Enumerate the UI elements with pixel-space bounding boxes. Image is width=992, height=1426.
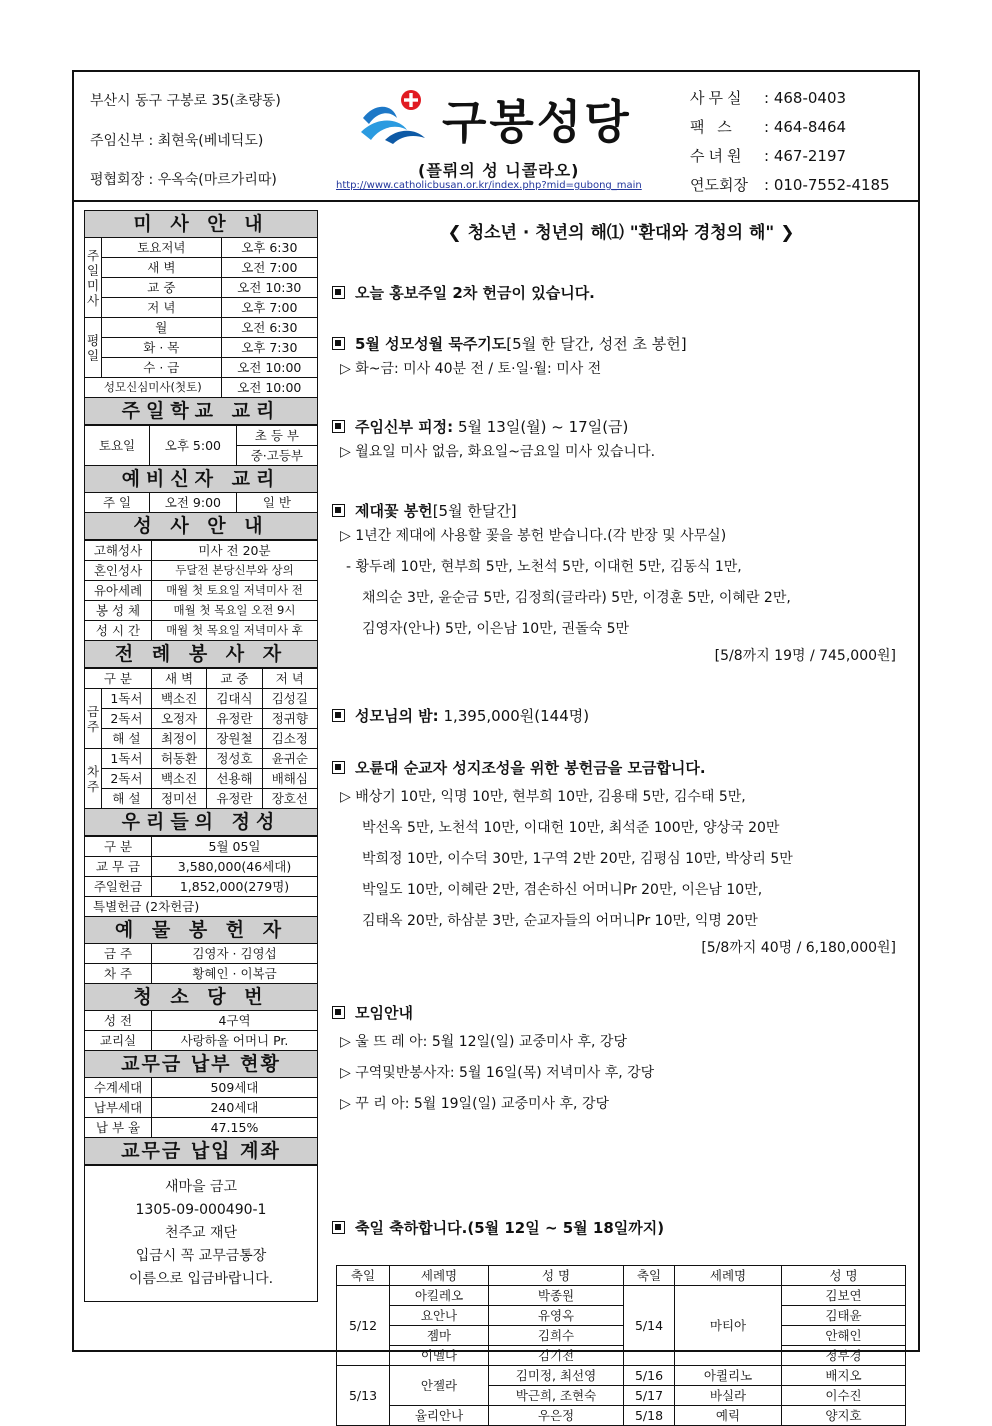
- notice-line: 박일도 10만, 이혜란 2만, 겸손하신 어머니Pr 20만, 이은남 10만,: [362, 882, 763, 898]
- feast-person: 김희수: [489, 1326, 624, 1346]
- square-bullet-icon: [332, 709, 345, 722]
- mass-name: 수 · 금: [102, 358, 222, 378]
- feast-saint: 율리안나: [390, 1406, 489, 1426]
- offering-label: 구 분: [85, 837, 152, 857]
- cleaning-value: 사랑하올 어머니 Pr.: [152, 1031, 318, 1051]
- server-name: 유정란: [207, 789, 262, 809]
- feast-saint: 젬마: [390, 1326, 489, 1346]
- server-name: 유정란: [207, 709, 262, 729]
- server-role: 1독서: [102, 749, 152, 769]
- right-column: [332, 210, 910, 1423]
- notice-promo-sunday: 오늘 홍보주일 2차 헌금이 있습니다.: [332, 282, 910, 303]
- notice-altar-flowers: 제대꽃 봉헌[5월 한달간] ▷ 1년간 제대에 사용할 꽃을 봉헌 받습니다.(각 반장 및 사무실) - 황두례 10만, 현부희 5만, 노천석 5만, 이대헌 5만, 김동식 1만, 채의순 3만, 윤순금 5만, 김정희(글라라) 5만, 이경훈 5만, 이혜란 2만, 김영자(안나) 5만, 이은남 10만, 권돌숙 5만 [5/8까지 19명 / 745,000원]: [332, 500, 910, 665]
- feast-date: 5/18: [624, 1406, 675, 1426]
- server-name: 장호선: [262, 789, 317, 809]
- notice-feast: 축일 축하합니다.(5월 12일 ~ 5월 18일까지): [332, 1217, 910, 1238]
- offering-value: 1,852,000(279명): [152, 877, 318, 897]
- notice-line: ▷ 울 뜨 레 아: 5월 12일(일) 교중미사 후, 강당: [340, 1034, 627, 1050]
- feast-person: 김기전: [489, 1346, 624, 1366]
- mass-name: 성모신심미사(첫토): [85, 378, 222, 398]
- offering-value: 5월 05일: [152, 837, 318, 857]
- notice-meetings: 모임안내 ▷ 울 뜨 레 아: 5월 12일(일) 교중미사 후, 강당 ▷ 구역및반봉사자: 5월 16일(목) 저녁미사 후, 강당 ▷ 꾸 리 아: 5월 19일(일) 교중미사 후, 강당: [332, 1002, 910, 1120]
- notice-line: 박희정 10만, 이수덕 30만, 1구역 2반 20만, 김평심 10만, 박상리 5만: [362, 851, 793, 867]
- cleaning-value: 4구역: [152, 1011, 318, 1031]
- notice-line: - 황두례 10만, 현부희 5만, 노천석 5만, 이대헌 5만, 김동식 1만,: [346, 559, 742, 575]
- contact-list: [690, 84, 890, 200]
- cleaning-title: 청 소 당 번: [85, 984, 318, 1011]
- feast-person: 김태윤: [782, 1306, 906, 1326]
- sacrament-name: 고해성사: [85, 541, 152, 561]
- server-name: 김대식: [207, 689, 262, 709]
- gift-label: 차 주: [85, 964, 152, 984]
- feast-table: [336, 1265, 906, 1426]
- notice-line: ▷ 배상기 10만, 익명 10만, 현부희 10만, 김용태 5만, 김수태 5만,: [340, 789, 746, 805]
- account-note: 입금시 꼭 교무금통장: [135, 1248, 267, 1264]
- feast-date: 5/13: [337, 1366, 390, 1426]
- feast-saint: 아킬레오: [390, 1286, 489, 1306]
- square-bullet-icon: [332, 286, 345, 299]
- feast-date: 5/12: [337, 1286, 390, 1366]
- website-link[interactable]: http://www.catholicbusan.or.kr/index.php?mid=gubong_main: [336, 180, 642, 191]
- feast-header: 세례명: [390, 1266, 489, 1286]
- feast-date: 5/16: [624, 1366, 675, 1386]
- sacrament-name: 봉 성 체: [85, 601, 152, 621]
- server-name: 정귀향: [262, 709, 317, 729]
- servers-header: 저 녁: [262, 669, 317, 689]
- server-name: 최정이: [151, 729, 206, 749]
- server-name: 김성길: [262, 689, 317, 709]
- feast-header: 성 명: [489, 1266, 624, 1286]
- mass-time: 오전 10:30: [221, 278, 317, 298]
- dues-value: 47.15%: [152, 1118, 318, 1138]
- feast-person: 이수진: [782, 1386, 906, 1406]
- sunday-school-title: 주일학교 교리: [85, 398, 318, 425]
- bulletin-page: [72, 70, 920, 1423]
- cleaning-label: 교리실: [85, 1031, 152, 1051]
- servers-header: 교 중: [207, 669, 262, 689]
- account-table: [84, 1165, 318, 1302]
- contact-fax: 팩 스 : 464-8464: [690, 118, 847, 136]
- mass-name: 저 녁: [102, 298, 222, 318]
- sacrament-desc: 두달전 본당신부와 상의: [152, 561, 318, 581]
- feast-header: 세례명: [675, 1266, 782, 1286]
- dues-label: 납부세대: [85, 1098, 152, 1118]
- notice-line: ▷ 1년간 제대에 사용할 꽃을 봉헌 받습니다.(각 반장 및 사무실): [340, 528, 727, 544]
- sacraments-title: 성 사 안 내: [85, 513, 318, 540]
- mass-time: 오후 6:30: [221, 238, 317, 258]
- sacrament-desc: 매월 첫 목요일 오전 9시: [152, 601, 318, 621]
- square-bullet-icon: [332, 1006, 345, 1019]
- mass-time: 오전 7:00: [221, 258, 317, 278]
- notice-total: [5/8까지 40명 / 6,180,000원]: [701, 940, 896, 956]
- sunday-school-table: [84, 425, 318, 540]
- sacrament-desc: 매월 첫 목요일 저녁미사 후: [152, 621, 318, 641]
- weekday-mass-label: 평일: [85, 318, 102, 378]
- feast-date: 5/14: [624, 1286, 675, 1366]
- notice-line: 박선옥 5만, 노천석 10만, 이대헌 10만, 최석준 100만, 양상국 20만: [362, 820, 780, 836]
- patron-saint: (플뤼의 성 니콜라오): [418, 161, 580, 180]
- server-name: 선용해: [207, 769, 262, 789]
- feast-saint: 바실라: [675, 1386, 782, 1406]
- square-bullet-icon: [332, 1221, 345, 1234]
- servers-title: 전 례 봉 사 자: [85, 641, 318, 668]
- feast-person: 양지호: [782, 1406, 906, 1426]
- sacrament-desc: 미사 전 20분: [152, 541, 318, 561]
- server-role: 해 설: [102, 729, 152, 749]
- notice-line: ▷ 월요일 미사 없음, 화요일~금요일 미사 있습니다.: [340, 444, 656, 460]
- square-bullet-icon: [332, 337, 345, 350]
- feast-person: 박근희, 조현숙: [489, 1386, 624, 1406]
- server-name: 배해심: [262, 769, 317, 789]
- mass-time: 오전 6:30: [221, 318, 317, 338]
- feast-person: 배지오: [782, 1366, 906, 1386]
- mass-name: 교 중: [102, 278, 222, 298]
- feast-saint: 이멜다: [390, 1346, 489, 1366]
- server-name: 허동환: [151, 749, 206, 769]
- mass-time: 오전 10:00: [221, 378, 317, 398]
- feast-saint: 예릭: [675, 1406, 782, 1426]
- sacrament-name: 성 시 간: [85, 621, 152, 641]
- catechumen-time: 오전 9:00: [150, 493, 237, 513]
- gift-value: 황혜인 · 이복금: [152, 964, 318, 984]
- council-president: 평협회장 : 우옥숙(마르가리따): [90, 172, 277, 188]
- offering-value: 3,580,000(46세대): [152, 857, 318, 877]
- feast-person: 김보연: [782, 1286, 906, 1306]
- notice-line: ▷ 화~금: 미사 40분 전 / 토·일·월: 미사 전: [340, 361, 602, 377]
- mass-time: 오후 7:00: [221, 298, 317, 318]
- mass-name: 토요저녁: [102, 238, 222, 258]
- servers-group-label: 금주: [85, 689, 102, 749]
- square-bullet-icon: [332, 761, 345, 774]
- catechumen-group: 일 반: [236, 493, 317, 513]
- notice-total: [5/8까지 19명 / 745,000원]: [714, 648, 896, 664]
- feast-header: 성 명: [782, 1266, 906, 1286]
- account-holder: 천주교 재단: [164, 1225, 238, 1241]
- catechumen-title: 예비신자 교리: [85, 466, 318, 493]
- feast-person: 박종원: [489, 1286, 624, 1306]
- notice-retreat: 주임신부 피정: 5월 13일(월) ~ 17일(금) ▷ 월요일 미사 없음, 화요일~금요일 미사 있습니다.: [332, 416, 910, 468]
- servers-header: 구 분: [85, 669, 152, 689]
- parish-name: 구봉성당: [442, 95, 632, 149]
- feast-person: 안해인: [782, 1326, 906, 1346]
- server-name: 오정자: [151, 709, 206, 729]
- contact-convent: 수녀원 : 467-2197: [690, 147, 847, 165]
- offering-label: 주일헌금: [85, 877, 152, 897]
- mass-time: 오후 7:30: [221, 338, 317, 358]
- server-name: 백소진: [151, 769, 206, 789]
- server-name: 김소정: [262, 729, 317, 749]
- gift-title: 예 물 봉 헌 자: [85, 917, 318, 944]
- dues-label: 수계세대: [85, 1078, 152, 1098]
- sacrament-name: 유아세례: [85, 581, 152, 601]
- feast-saint: 아퀼리노: [675, 1366, 782, 1386]
- notice-line: 김영자(안나) 5만, 이은남 10만, 권돌숙 5만: [362, 621, 630, 637]
- notice-line: 채의순 3만, 윤순금 5만, 김정희(글라라) 5만, 이경훈 5만, 이혜란 2만,: [362, 590, 791, 606]
- feast-saint: 마티아: [675, 1286, 782, 1366]
- dues-label: 납 부 율: [85, 1118, 152, 1138]
- server-role: 1독서: [102, 689, 152, 709]
- gift-label: 금 주: [85, 944, 152, 964]
- feast-saint: 요안나: [390, 1306, 489, 1326]
- mass-name: 화 · 목: [102, 338, 222, 358]
- account-number: 1305-09-000490-1: [135, 1202, 267, 1218]
- server-name: 윤귀순: [262, 749, 317, 769]
- school-day: 토요일: [85, 426, 150, 466]
- sacraments-table: [84, 540, 318, 668]
- contact-office: 사무실 : 468-0403: [690, 89, 847, 107]
- left-column: [84, 210, 318, 1302]
- servers-table: [84, 668, 318, 836]
- special-offering-label: 특별헌금 (2차헌금): [85, 897, 318, 917]
- school-group: 초 등 부: [236, 426, 317, 446]
- server-role: 2독서: [102, 769, 152, 789]
- parish-logo-icon: [359, 88, 429, 144]
- dues-title: 교무금 납부 현황: [85, 1051, 318, 1078]
- square-bullet-icon: [332, 504, 345, 517]
- offering-title: 우리들의 정성: [85, 809, 318, 836]
- sunday-mass-label: 주일미사: [85, 238, 102, 318]
- sacrament-desc: 매월 첫 토요일 저녁미사 전: [152, 581, 318, 601]
- mass-name: 새 벽: [102, 258, 222, 278]
- notice-line: ▷ 꾸 리 아: 5월 19일(일) 교중미사 후, 강당: [340, 1096, 609, 1112]
- feast-person: 유영옥: [489, 1306, 624, 1326]
- feast-saint: 안젤라: [390, 1366, 489, 1406]
- notice-shrine-fund: 오륜대 순교자 성지조성을 위한 봉헌금을 모금합니다. ▷ 배상기 10만, 익명 10만, 현부희 10만, 김용태 5만, 김수태 5만, 박선옥 5만, 노천석 10만, 이대헌 10만, 최석준 100만, 양상국 20만 박희정 10만, 이수덕 30만, 1구역 2반 20만, 김평심 10만, 박상리 5만 박일도 10만, 이혜란 2만, 겸손하신 어머니Pr 20만, 이은남 10만, 김태옥 20만, 하삼분 3만, 순교자들의 어머니Pr 10만, 익명 20만 [5/8까지 40명 / 6,180,000원]: [332, 757, 910, 957]
- feast-date: 5/17: [624, 1386, 675, 1406]
- dues-value: 509세대: [152, 1078, 318, 1098]
- server-name: 정성호: [207, 749, 262, 769]
- mass-schedule-table: [84, 210, 318, 425]
- mass-title: 미 사 안 내: [85, 211, 318, 238]
- notice-line: 김태옥 20만, 하삼분 3만, 순교자들의 어머니Pr 10만, 익명 20만: [362, 913, 758, 929]
- school-time: 오후 5:00: [150, 426, 237, 466]
- header: [74, 72, 918, 202]
- account-info: [85, 1166, 318, 1302]
- cleaning-label: 성 전: [85, 1011, 152, 1031]
- gift-value: 김영자 · 김영섭: [152, 944, 318, 964]
- server-role: 해 설: [102, 789, 152, 809]
- dues-value: 240세대: [152, 1098, 318, 1118]
- server-name: 정미선: [151, 789, 206, 809]
- notice-marian-night: 성모님의 밤: 1,395,000원(144명): [332, 705, 910, 726]
- feast-person: 정부경: [782, 1346, 906, 1366]
- feast-header: 축일: [337, 1266, 390, 1286]
- server-role: 2독서: [102, 709, 152, 729]
- sacrament-name: 혼인성사: [85, 561, 152, 581]
- server-name: 백소진: [151, 689, 206, 709]
- feast-person: 김미정, 최선영: [489, 1366, 624, 1386]
- offering-table: [84, 836, 318, 1165]
- notice-rosary: 5월 성모성월 묵주기도[5월 한 달간, 성전 초 봉헌] ▷ 화~금: 미사 40분 전 / 토·일·월: 미사 전: [332, 333, 910, 385]
- servers-group-label: 차주: [85, 749, 102, 809]
- notice-title: ❮ 청소년 · 청년의 해⑴ "환대와 경청의 해" ❯: [447, 223, 795, 243]
- offering-label: 교 무 금: [85, 857, 152, 877]
- square-bullet-icon: [332, 420, 345, 433]
- pastor-name: 주임신부 : 최현욱(베네딕도): [90, 133, 264, 149]
- account-bank: 새마을 금고: [164, 1179, 238, 1195]
- parish-address: 부산시 동구 구봉로 35(초량동): [90, 93, 281, 109]
- account-title: 교무금 납입 계좌: [85, 1138, 318, 1165]
- notice-line: ▷ 구역및반봉사자: 5월 16일(목) 저녁미사 후, 강당: [340, 1065, 655, 1081]
- mass-name: 월: [102, 318, 222, 338]
- server-name: 장원철: [207, 729, 262, 749]
- catechumen-day: 주 일: [85, 493, 150, 513]
- feast-header: 축일: [624, 1266, 675, 1286]
- servers-header: 새 벽: [151, 669, 206, 689]
- mass-time: 오전 10:00: [221, 358, 317, 378]
- feast-person: 우은정: [489, 1406, 624, 1426]
- contact-funeral: 연도회장 : 010-7552-4185: [690, 176, 890, 194]
- school-group: 중·고등부: [236, 446, 317, 466]
- account-note: 이름으로 입금바랍니다.: [128, 1271, 274, 1287]
